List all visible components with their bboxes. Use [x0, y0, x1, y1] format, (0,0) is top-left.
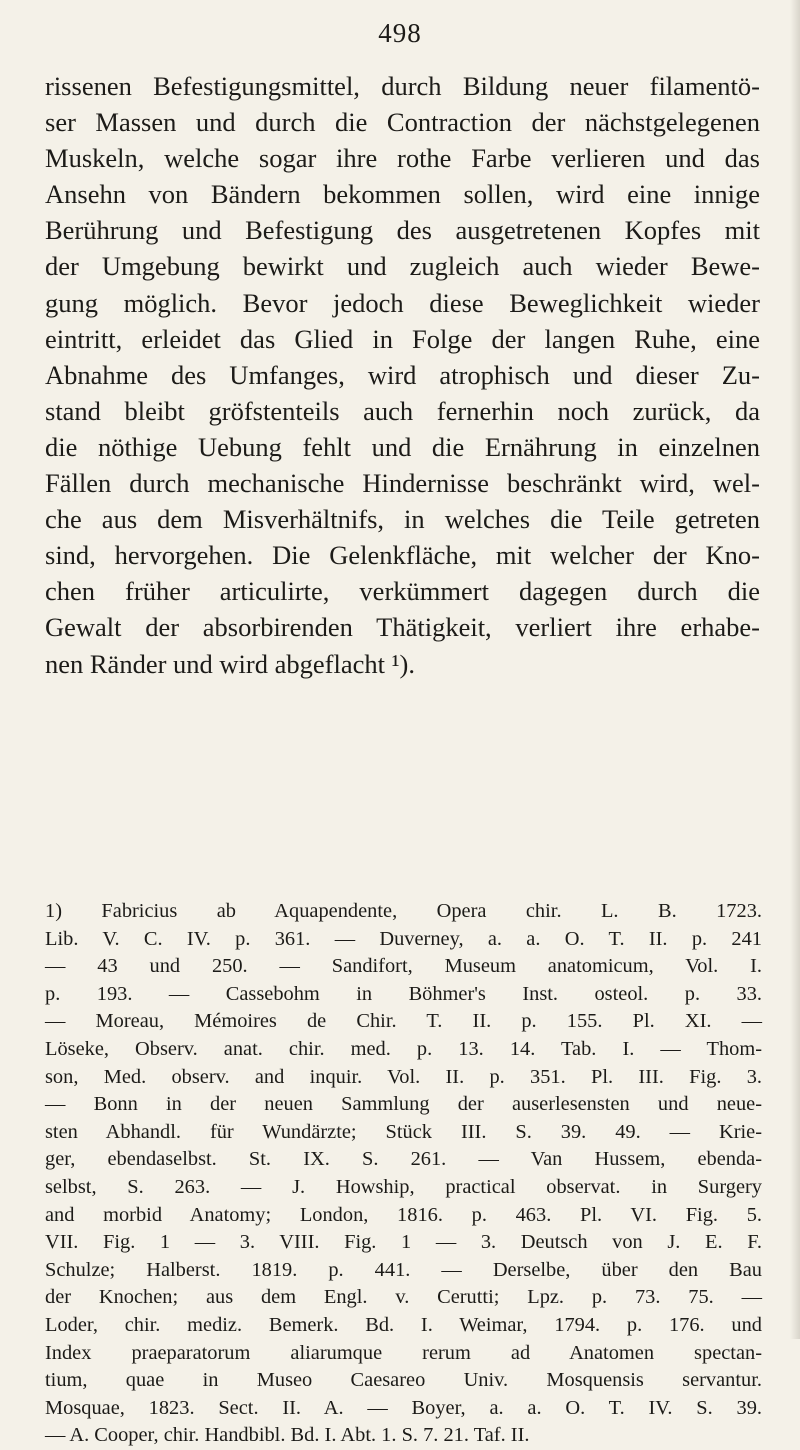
- footnote-line: Schulze; Halberst. 1819. p. 441. — Derselbe, über den Bau: [45, 1258, 762, 1281]
- body-text: [45, 68, 760, 682]
- body-line: Muskeln, welche sogar ihre rothe Farbe verlieren und das: [45, 143, 760, 174]
- body-line: ser Massen und durch die Contraction der nächstgelegenen: [45, 107, 760, 138]
- footnote-line: 1) Fabricius ab Aquapendente, Opera chir. L. B. 1723.: [45, 900, 762, 922]
- footnote-line: p. 193. — Cassebohm in Böhmer's Inst. osteol. p. 33.: [45, 982, 762, 1005]
- body-line: sind, hervorgehen. Die Gelenkfläche, mit welcher der Kno-: [45, 540, 760, 571]
- footnote-line: sten Abhandl. für Wundärzte; Stück III. S. 39. 49. — Krie-: [45, 1120, 762, 1143]
- body-line: Abnahme des Umfanges, wird atrophisch und dieser Zu-: [45, 359, 760, 390]
- body-line: chen früher articulirte, verkümmert dagegen durch die: [45, 576, 760, 607]
- footnote-line: son, Med. observ. and inquir. Vol. II. p. 351. Pl. III. Fig. 3.: [45, 1065, 762, 1088]
- footnote-line: tium, quae in Museo Caesareo Univ. Mosquensis servantur.: [45, 1369, 762, 1392]
- footnote-line: — Moreau, Mémoires de Chir. T. II. p. 155. Pl. XI. —: [45, 1010, 762, 1033]
- body-line: Ansehn von Bändern bekommen sollen, wird eine innige: [45, 179, 760, 210]
- body-line: rissenen Befestigungsmittel, durch Bildung neuer filamentö-: [45, 71, 760, 101]
- body-line: eintritt, erleidet das Glied in Folge der langen Ruhe, eine: [45, 323, 760, 354]
- body-line: Berührung und Befestigung des ausgetretenen Kopfes mit: [45, 215, 760, 246]
- body-line: Gewalt der absorbirenden Thätigkeit, verliert ihre erhabe-: [45, 612, 760, 643]
- footnote-line: and morbid Anatomy; London, 1816. p. 463. Pl. VI. Fig. 5.: [45, 1203, 762, 1226]
- footnote-line: Lib. V. C. IV. p. 361. — Duverney, a. a. O. T. II. p. 241: [45, 927, 762, 950]
- footnote-line: der Knochen; aus dem Engl. v. Cerutti; Lpz. p. 73. 75. —: [45, 1286, 762, 1309]
- footnote-line: — Bonn in der neuen Sammlung der auserlesensten und neue-: [45, 1093, 762, 1116]
- footnote-line: selbst, S. 263. — J. Howship, practical observat. in Surgery: [45, 1175, 762, 1198]
- footnote-line: Löseke, Observ. anat. chir. med. p. 13. 14. Tab. I. — Thom-: [45, 1037, 762, 1060]
- footnote-line: — 43 und 250. — Sandifort, Museum anatomicum, Vol. I.: [45, 955, 762, 978]
- body-line: stand bleibt gröfstenteils auch fernerhin noch zurück, da: [45, 395, 760, 426]
- footnote-line: ger, ebendaselbst. St. IX. S. 261. — Van Hussem, ebenda-: [45, 1148, 762, 1171]
- footnote-line: Mosquae, 1823. Sect. II. A. — Boyer, a. a. O. T. IV. S. 39.: [45, 1396, 762, 1419]
- body-line: che aus dem Misverhältnifs, in welches die Teile getreten: [45, 504, 760, 535]
- footnotes: [45, 898, 762, 1450]
- footnote-line: Index praeparatorum aliarumque rerum ad Anatomen spectan-: [45, 1341, 762, 1364]
- page-edge-shadow: [790, 0, 800, 1339]
- body-line: die nöthige Uebung fehlt und die Ernährung in einzelnen: [45, 431, 760, 462]
- body-line: gung möglich. Bevor jedoch diese Beweglichkeit wieder: [45, 287, 760, 318]
- footnote-line: VII. Fig. 1 — 3. VIII. Fig. 1 — 3. Deutsch von J. E. F.: [45, 1231, 762, 1254]
- body-line: Fällen durch mechanische Hindernisse beschränkt wird, wel-: [45, 468, 760, 499]
- body-line: nen Ränder und wird abgeflacht ¹).: [45, 648, 415, 679]
- footnote-line: — A. Cooper, chir. Handbibl. Bd. I. Abt. 1. S. 7. 21. Taf. II.: [45, 1424, 530, 1447]
- footnote-line: Loder, chir. mediz. Bemerk. Bd. I. Weimar, 1794. p. 176. und: [45, 1313, 762, 1336]
- body-line: der Umgebung bewirkt und zugleich auch wieder Bewe-: [45, 251, 760, 282]
- page-number: 498: [378, 18, 422, 48]
